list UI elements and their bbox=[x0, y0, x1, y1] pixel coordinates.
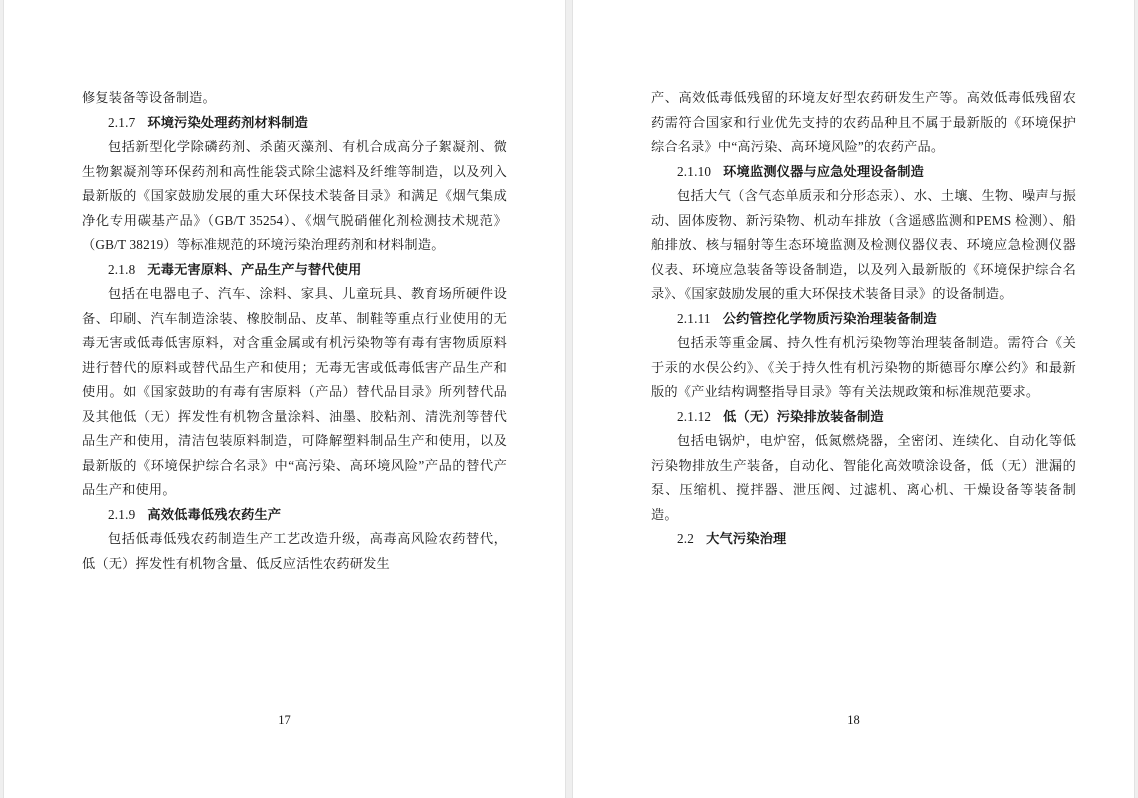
page-number: 18 bbox=[847, 713, 860, 727]
section-heading bbox=[82, 258, 507, 283]
section-title: 低（无）污染排放装备制造 bbox=[723, 408, 884, 424]
section-heading bbox=[651, 527, 1076, 552]
section-heading bbox=[82, 111, 507, 136]
document-page-left bbox=[4, 0, 565, 798]
section-title: 高效低毒低残农药生产 bbox=[147, 506, 282, 522]
paragraph: 包括大气（含气态单质汞和分形态汞）、水、土壤、生物、噪声与振动、固体废物、新污染物、机动车排放（含遥感监测和PEMS 检测）、船舶排放、核与辐射等生态环境监测及检测仪器仪表、环境应急检测仪器仪表、环境应急装备等设备制造，以及列入最新版的《环境保护综合名录》、《国家鼓励发展的重大环保技术装备目录》的设备制造。 bbox=[651, 188, 1076, 301]
section-number: 2.1.8 bbox=[108, 261, 136, 277]
section-heading bbox=[82, 503, 507, 528]
section-title: 环境监测仪器与应急处理设备制造 bbox=[723, 163, 924, 179]
section-number: 2.1.7 bbox=[108, 114, 136, 130]
paragraph: 包括在电器电子、汽车、涂料、家具、儿童玩具、教育场所硬件设备、印刷、汽车制造涂装、橡胶制品、皮革、制鞋等重点行业使用的无毒无害或低毒低害原料，对含重金属或有机污染物等有毒有害物质原料进行替代的原料或替代品生产和使用；无毒无害或低毒低害产品生产和使用。如《国家鼓助的有毒有害原料（产品）替代品目录》所列替代品及其他低（无）挥发性有机物含量涂料、油墨、胶粘剂、清洗剂等替代品生产和使用，清洁包装原料制造，可降解塑料制品生产和使用，以及最新版的《环境保护综合名录》中“高污染、高环境风险”产品的替代产品生产和使用。 bbox=[82, 286, 507, 497]
paragraph: 包括汞等重金属、持久性有机污染物等治理装备制造。需符合《关于汞的水俣公约》、《关于持久性有机污染物的斯德哥尔摩公约》和最新版的《产业结构调整指导目录》等有关法规政策和标准规范要求。 bbox=[651, 335, 1076, 399]
page-content-right bbox=[651, 86, 1076, 728]
section-heading bbox=[651, 307, 1076, 332]
section-heading bbox=[651, 405, 1076, 430]
section-number: 2.2 bbox=[677, 531, 695, 546]
paragraph: 包括电锅炉，电炉窑，低氮燃烧器，全密闭、连续化、自动化等低污染物排放生产装备，自动化、智能化高效喷涂设备，低（无）泄漏的泵、压缩机、搅拌器、泄压阀、过滤机、离心机、干燥设备等装备制造。 bbox=[651, 433, 1076, 522]
page-content-left bbox=[82, 86, 507, 728]
section-heading bbox=[651, 160, 1076, 185]
document-page-right bbox=[573, 0, 1134, 798]
paragraph: 包括低毒低残农药制造生产工艺改造升级，高毒高风险农药替代，低（无）挥发性有机物含量、低反应活性农药研发生 bbox=[82, 531, 507, 571]
section-number: 2.1.11 bbox=[677, 310, 711, 326]
paragraph: 修复装备等设备制造。 bbox=[82, 90, 216, 105]
section-number: 2.1.9 bbox=[108, 506, 136, 522]
section-number: 2.1.12 bbox=[677, 408, 712, 424]
paragraph: 包括新型化学除磷药剂、杀菌灭藻剂、有机合成高分子絮凝剂、微生物絮凝剂等环保药剂和高性能袋式除尘滤料及纤维等制造，以及列入最新版的《国家鼓励发展的重大环保技术装备目录》和满足《烟气集成净化专用碳基产品》（GB/T 35254）、《烟气脱硝催化剂检测技术规范》（GB/T 38219）等标准规范的环境污染治理药剂和材料制造。 bbox=[82, 139, 507, 252]
section-number: 2.1.10 bbox=[677, 163, 712, 179]
section-title: 大气污染治理 bbox=[706, 531, 787, 546]
section-title: 无毒无害原料、产品生产与替代使用 bbox=[147, 261, 362, 277]
page-number: 17 bbox=[278, 713, 291, 727]
paragraph: 产、高效低毒低残留的环境友好型农药研发生产等。高效低毒低残留农药需符合国家和行业优先支持的农药品种且不属于最新版的《环境保护综合名录》中“高污染、高环境风险”的农药产品。 bbox=[651, 90, 1076, 154]
section-title: 公约管控化学物质污染治理装备制造 bbox=[722, 310, 937, 326]
section-title: 环境污染处理药剂材料制造 bbox=[147, 114, 309, 130]
